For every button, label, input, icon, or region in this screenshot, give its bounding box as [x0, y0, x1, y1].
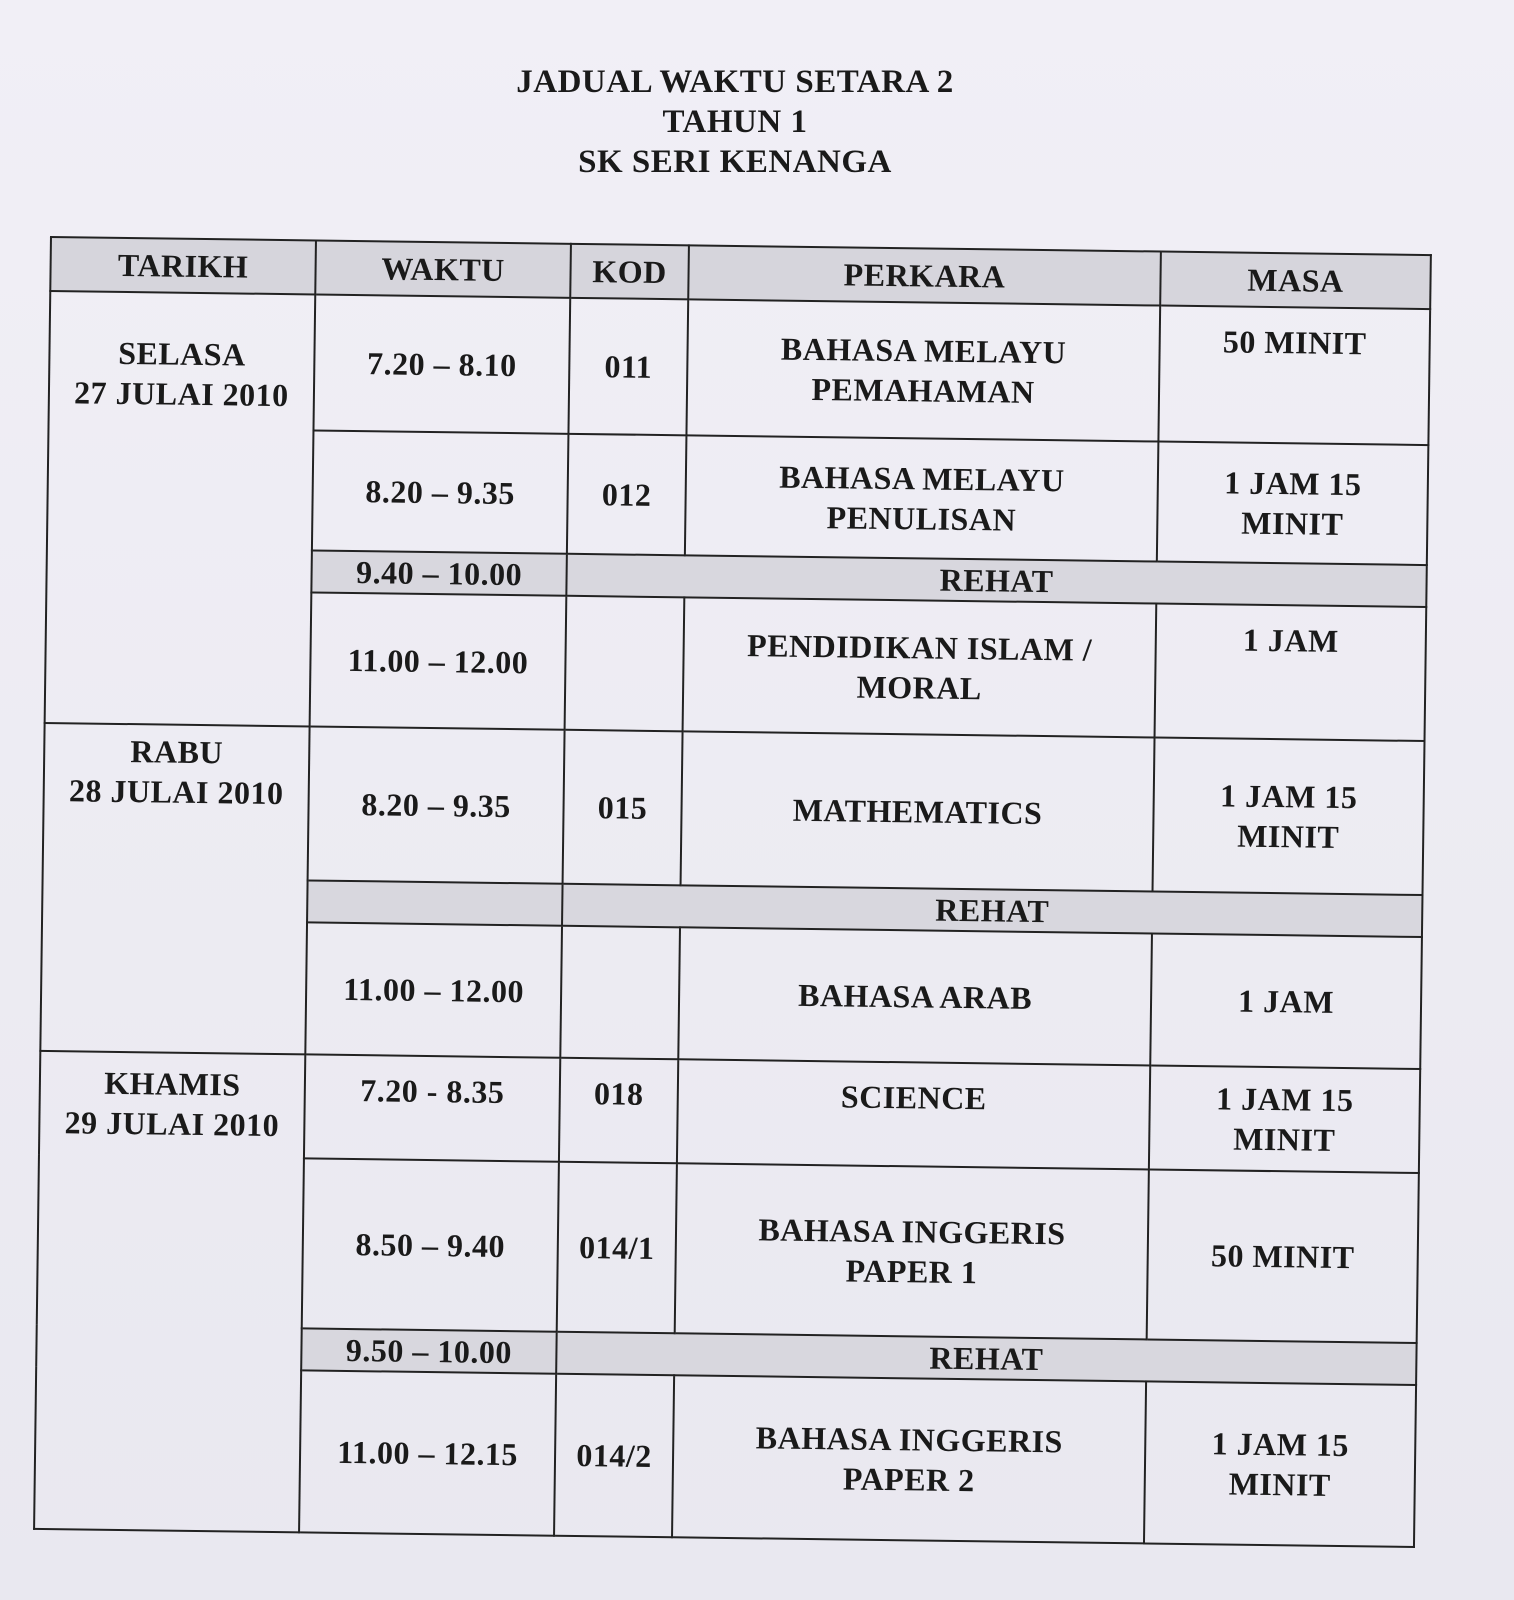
- kod-cell: 018: [559, 1058, 678, 1164]
- perkara-line-1: BAHASA INGGERIS: [758, 1211, 1066, 1252]
- day-name: RABU: [130, 733, 224, 771]
- perkara-line-1: BAHASA MELAYU: [780, 330, 1067, 371]
- schedule-table-wrapper: [33, 236, 1430, 1580]
- table-row: [48, 291, 1430, 445]
- perkara-line-1: PENDIDIKAN ISLAM /: [746, 627, 1093, 668]
- masa-line-1: 1 JAM 15: [1211, 1425, 1350, 1464]
- perkara-cell: [677, 1059, 1150, 1169]
- waktu-cell: 9.40 – 10.00: [311, 550, 567, 595]
- perkara-line-1: BAHASA MELAYU: [778, 458, 1065, 499]
- header-masa: MASA: [1160, 252, 1431, 310]
- day-date: 28 JULAI 2010: [68, 772, 284, 812]
- masa-cell: [1153, 738, 1425, 896]
- kod-cell: 014/2: [554, 1374, 674, 1538]
- heading-line-2: TAHUN 1: [662, 104, 808, 140]
- kod-cell: [565, 596, 685, 732]
- waktu-cell: [307, 880, 563, 925]
- perkara-line-1: BAHASA INGGERIS: [755, 1419, 1064, 1460]
- perkara-cell: [685, 435, 1159, 561]
- day-name: SELASA: [117, 334, 246, 373]
- masa-line-2: MINIT: [1236, 817, 1340, 855]
- header-waktu: WAKTU: [315, 240, 571, 297]
- kod-cell: 011: [568, 298, 688, 436]
- masa-line-1: 1 JAM: [1237, 982, 1335, 1020]
- day-name: KHAMIS: [104, 1064, 241, 1103]
- date-cell-rabu: [40, 723, 309, 1054]
- day-date: 27 JULAI 2010: [73, 374, 289, 414]
- perkara-cell: [683, 597, 1157, 737]
- header-kod: KOD: [570, 244, 689, 300]
- header-tarikh: TARIKH: [50, 237, 316, 294]
- table-row: [39, 1051, 1420, 1173]
- masa-line-2: MINIT: [1241, 504, 1344, 542]
- masa-cell: [1157, 442, 1429, 566]
- kod-cell: 015: [563, 730, 683, 886]
- perkara-cell: [672, 1375, 1146, 1543]
- masa-line-1: 1 JAM 15: [1215, 1080, 1354, 1119]
- perkara-line-2: PAPER 2: [842, 1460, 975, 1499]
- perkara-line-2: PENULISAN: [826, 499, 1017, 538]
- document-heading: [0, 62, 1470, 182]
- masa-cell: [1150, 933, 1422, 1069]
- heading-line-1: JADUAL WAKTU SETARA 2: [516, 64, 954, 100]
- waktu-cell: 11.00 – 12.15: [299, 1370, 556, 1535]
- waktu-cell: 8.20 – 9.35: [308, 726, 565, 883]
- masa-cell: [1149, 1065, 1420, 1173]
- kod-cell: [560, 926, 680, 1060]
- perkara-line-1: BAHASA ARAB: [797, 976, 1033, 1016]
- masa-cell: [1147, 1169, 1419, 1343]
- heading-line-3: SK SERI KENANGA: [578, 144, 892, 180]
- waktu-cell: 11.00 – 12.00: [305, 922, 562, 1057]
- perkara-cell: [686, 299, 1160, 441]
- masa-line-2: MINIT: [1228, 1465, 1332, 1503]
- masa-line-1: 1 JAM 15: [1223, 464, 1362, 503]
- waktu-cell: 8.50 – 9.40: [302, 1158, 559, 1331]
- rehat-cell: REHAT: [562, 884, 1422, 937]
- perkara-line-2: MORAL: [856, 668, 982, 707]
- waktu-cell: 7.20 – 8.10: [313, 294, 570, 433]
- day-date: 29 JULAI 2010: [64, 1104, 280, 1144]
- perkara-line-1: SCIENCE: [840, 1078, 987, 1117]
- masa-cell: [1155, 604, 1427, 742]
- kod-cell: 012: [567, 434, 687, 556]
- masa-cell: [1144, 1381, 1416, 1547]
- table-row: [43, 723, 1425, 895]
- masa-line-1: 1 JAM: [1242, 621, 1339, 659]
- perkara-cell: [678, 927, 1152, 1065]
- date-cell-selasa: [45, 291, 316, 726]
- perkara-line-1: MATHEMATICS: [792, 791, 1043, 832]
- masa-line-1: 50 MINIT: [1210, 1237, 1355, 1276]
- perkara-line-2: PEMAHAMAN: [811, 370, 1035, 410]
- rehat-cell: REHAT: [566, 554, 1426, 607]
- date-cell-khamis: [34, 1051, 305, 1532]
- masa-line-1: 1 JAM 15: [1219, 777, 1358, 816]
- waktu-cell: 7.20 - 8.35: [304, 1054, 560, 1161]
- rehat-cell: REHAT: [556, 1332, 1416, 1385]
- waktu-cell: 8.20 – 9.35: [312, 430, 569, 553]
- header-perkara: PERKARA: [688, 245, 1161, 305]
- masa-cell: [1158, 306, 1430, 446]
- waktu-cell: 11.00 – 12.00: [310, 592, 567, 729]
- waktu-cell: 9.50 – 10.00: [301, 1328, 557, 1373]
- kod-cell: 014/1: [557, 1162, 677, 1334]
- masa-line-2: MINIT: [1233, 1120, 1336, 1158]
- perkara-cell: [681, 731, 1155, 891]
- perkara-cell: [675, 1163, 1149, 1339]
- perkara-line-2: PAPER 1: [845, 1252, 978, 1291]
- schedule-table: [33, 236, 1432, 1548]
- masa-line-1: 50 MINIT: [1222, 323, 1367, 362]
